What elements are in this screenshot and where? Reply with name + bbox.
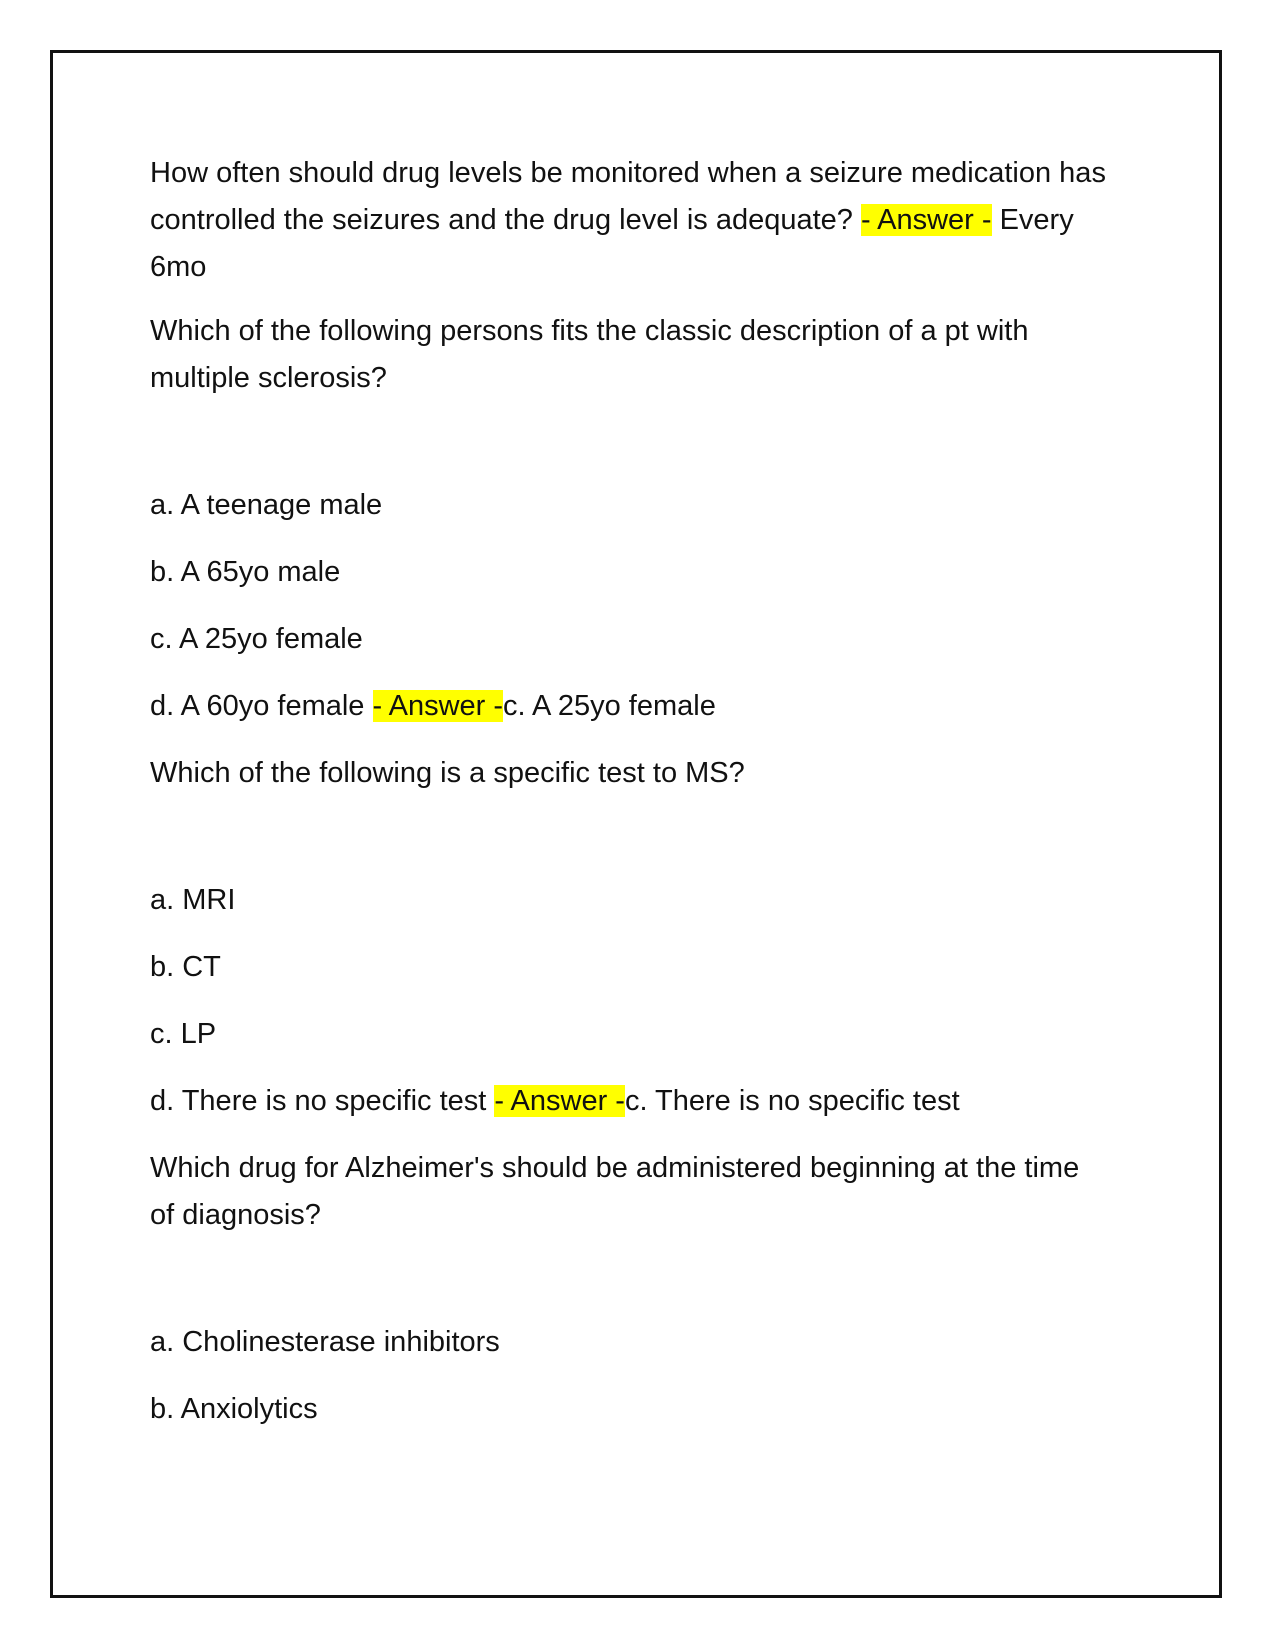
question-1 [150,150,1110,291]
spacer [150,1239,1110,1319]
answer-3-text: c. There is no specific test [624,1085,960,1117]
document-content [150,150,1110,1453]
option-2d-text: d. A 60yo female [150,690,365,722]
answer-marker-1: - Answer - [860,204,992,236]
answer-1-text: Every 6mo [150,204,1074,283]
option-3d-with-answer [150,1078,1110,1125]
spacer [150,402,1110,482]
question-3: Which of the following is a specific test to MS? [150,757,745,789]
answer-marker-3: - Answer - [494,1085,625,1117]
option-2d-with-answer [150,683,1110,730]
option-4b: b. Anxiolytics [150,1393,318,1425]
question-2: Which of the following persons fits the classic description of a pt with multiple sclerosis? [150,315,1029,394]
question-4: Which drug for Alzheimer's should be administered beginning at the time of diagnosis? [150,1152,1080,1231]
answer-marker-2: - Answer - [372,690,504,722]
option-3d-text: d. There is no specific test [150,1085,487,1117]
answer-2-text: c. A 25yo female [503,690,716,722]
option-2c: c. A 25yo female [150,623,363,655]
question-1-text: How often should drug levels be monitored when a seizure medication has controlled the seizures and the drug level is adequate? [150,157,1106,236]
option-3c: c. LP [150,1018,217,1050]
option-2b: b. A 65yo male [150,556,341,588]
option-2a: a. A teenage male [150,489,383,521]
option-4a: a. Cholinesterase inhibitors [150,1326,500,1358]
spacer [150,797,1110,877]
option-3a: a. MRI [150,884,236,916]
option-3b: b. CT [150,951,221,983]
